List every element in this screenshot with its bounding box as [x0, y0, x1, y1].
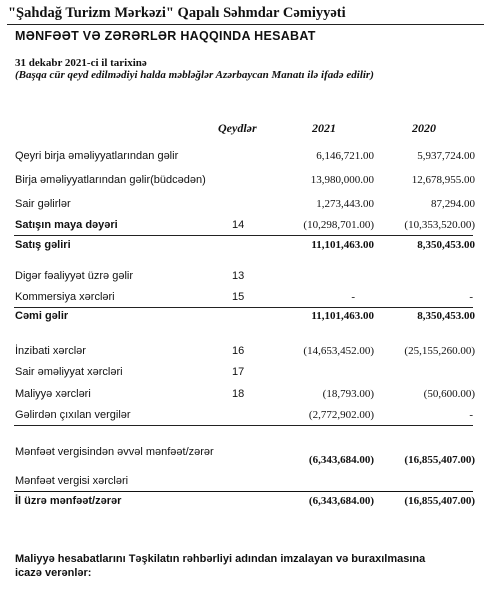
value-2021: (2,772,902.00) [308, 409, 374, 421]
table-row [0, 174, 487, 192]
table-row [0, 345, 487, 363]
value-2021: 6,146,721.00 [316, 150, 374, 162]
value-2020: 5,937,724.00 [417, 150, 475, 162]
row-note: 17 [232, 366, 245, 378]
divider [14, 235, 473, 236]
signatories-caption: Maliyyə hesabatlarını Təşkilatın rəhbərliyi adından imzalayan və buraxılmasına icazə verənlər: [15, 553, 426, 579]
value-2021: (18,793.00) [322, 388, 374, 400]
row-label: İl üzrə mənfəət/zərər [15, 495, 122, 507]
value-2021: - [351, 291, 355, 303]
row-note: 14 [232, 219, 245, 231]
row-label: Cəmi gəlir [15, 310, 69, 322]
row-label: Satışın maya dəyəri [15, 219, 118, 231]
table-row [0, 150, 487, 168]
value-2020: (25,155,260.00) [404, 345, 475, 357]
row-note: 18 [232, 388, 245, 400]
value-2020: (10,353,520.00) [404, 219, 475, 231]
table-row [0, 270, 487, 288]
row-note: 16 [232, 345, 245, 357]
value-2020: (16,855,407.00) [404, 454, 475, 466]
value-2021: 13,980,000.00 [310, 174, 374, 186]
value-2020: 12,678,955.00 [411, 174, 475, 186]
row-label: Sair gəlirlər [15, 198, 71, 210]
row-label: Digər fəaliyyət üzrə gəlir [15, 270, 133, 282]
row-label: Gəlirdən çıxılan vergilər [15, 409, 131, 421]
divider [14, 307, 473, 308]
value-2020: 8,350,453.00 [417, 310, 475, 322]
table-row [0, 366, 487, 384]
row-label: Satış gəliri [15, 239, 71, 251]
value-2021: 1,273,443.00 [316, 198, 374, 210]
row-label: Kommersiya xərcləri [15, 291, 115, 303]
header-rule [7, 24, 484, 25]
value-2020: (50,600.00) [423, 388, 475, 400]
table-row [0, 446, 487, 476]
row-label: Maliyyə xərcləri [15, 388, 91, 400]
report-date: 31 dekabr 2021-ci il tarixinə [15, 57, 147, 69]
divider [14, 425, 473, 426]
table-row [0, 495, 487, 513]
value-2020: 87,294.00 [431, 198, 475, 210]
value-2021: (6,343,684.00) [308, 454, 374, 466]
row-label: Mənfəət vergisi xərcləri [15, 475, 129, 487]
table-row [0, 388, 487, 406]
row-label: Sair əməliyyat xərcləri [15, 366, 123, 378]
table-row [0, 198, 487, 216]
value-2020: - [469, 409, 473, 421]
value-2021: (6,343,684.00) [308, 495, 374, 507]
row-note: 15 [232, 291, 245, 303]
row-label: Qeyri birja əməliyyatlarından gəlir [15, 150, 179, 162]
value-2020: (16,855,407.00) [404, 495, 475, 507]
row-note: 13 [232, 270, 245, 282]
table-row [0, 239, 487, 257]
table-row [0, 310, 487, 328]
year-2021-header: 2021 [312, 121, 336, 135]
notes-column-header: Qeydlər [218, 121, 257, 135]
report-title: MƏNFƏƏT VƏ ZƏRƏRLƏR HAQQINDA HESABAT [15, 29, 316, 43]
value-2021: (14,653,452.00) [303, 345, 374, 357]
year-2020-header: 2020 [412, 121, 436, 135]
currency-note: (Başqa cür qeyd edilmədiyi halda məbləğlər Azərbaycan Manatı ilə ifadə edilir) [15, 69, 374, 81]
divider [14, 491, 473, 492]
company-name: "Şahdağ Turizm Mərkəzi" Qapalı Səhmdar Cəmiyyəti [8, 5, 346, 21]
value-2021: 11,101,463.00 [311, 239, 374, 251]
row-label: Mənfəət vergisindən əvvəl mənfəət/zərər [15, 446, 214, 458]
value-2020: 8,350,453.00 [417, 239, 475, 251]
value-2020: - [469, 291, 473, 303]
row-label: İnzibati xərclər [15, 345, 86, 357]
value-2021: 11,101,463.00 [311, 310, 374, 322]
row-label: Birja əməliyyatlarından gəlir(büdcədən) [15, 174, 206, 186]
value-2021: (10,298,701.00) [303, 219, 374, 231]
